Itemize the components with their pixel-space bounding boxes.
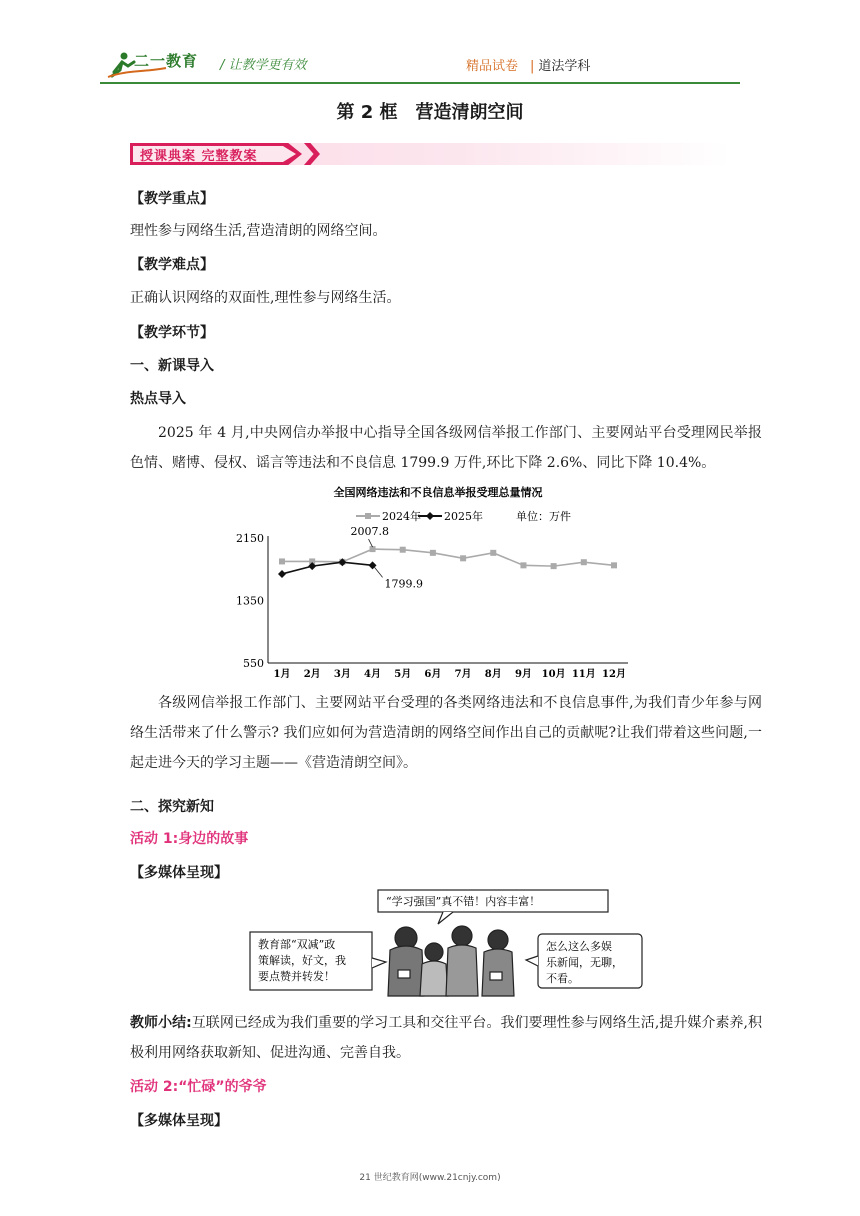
chart-title: 全国网络违法和不良信息举报受理总量情况: [333, 486, 543, 499]
key-points-text: 理性参与网络生活,营造清朗的网络空间。: [130, 223, 387, 239]
data-point: [581, 559, 587, 565]
section-banner: [130, 143, 730, 165]
hot-topic-heading: 热点导入: [130, 391, 186, 407]
data-point: [551, 563, 557, 569]
annotation-label: 1799.9: [384, 577, 424, 591]
hot-topic-paragraph: 2025 年 4 月,中央网信办举报中心指导全国各级网信举报工作部门、主要网站平台受理网民举报色情、赌博、侵权、谣言等违法和不良信息 1799.9 万件,环比下降 2.6%、同比下降 10.4%。: [130, 425, 762, 471]
multimedia1-heading: 【多媒体呈现】: [130, 865, 228, 881]
series-line-1: [282, 562, 373, 574]
left-bubble-line-2: 策解读，好文，我: [258, 954, 346, 967]
header-divider: [100, 82, 740, 84]
data-point: [400, 547, 406, 553]
line-chart: [228, 480, 648, 682]
y-tick-label: 2150: [236, 532, 264, 545]
legend-label-2024: 2024年: [382, 510, 421, 523]
x-tick-label: 1月: [273, 669, 291, 680]
teacher-summary: [130, 1008, 762, 1068]
x-tick-label: 11月: [571, 669, 596, 680]
header-tags: [466, 55, 590, 74]
part1-heading: 一、新课导入: [130, 358, 214, 374]
logo-text: 二一教育: [134, 52, 199, 70]
difficulty-heading: 【教学难点】: [130, 257, 214, 273]
header-tag-quality: 精品试卷: [466, 59, 519, 74]
data-point: [278, 570, 286, 578]
legend-marker-2025: [426, 512, 434, 520]
x-tick-label: 4月: [364, 669, 382, 680]
legend-marker-2024: [365, 513, 371, 519]
banner-text: 授课典案 完整教案: [140, 149, 258, 164]
left-bubble-line-3: 要点赞并转发！: [258, 970, 335, 983]
difficulty-text: 正确认识网络的双面性,理性参与网络生活。: [130, 290, 401, 306]
process-heading: 【教学环节】: [130, 325, 214, 341]
key-points-heading: 【教学重点】: [130, 191, 214, 207]
x-tick-label: 2月: [303, 669, 321, 680]
x-tick-label: 8月: [484, 669, 502, 680]
y-tick-label: 1350: [236, 594, 264, 608]
page-title: 第 2 框 营造清朗空间: [336, 102, 524, 123]
y-tick-label: 550: [243, 657, 264, 670]
multimedia2-heading: 【多媒体呈现】: [130, 1113, 228, 1129]
data-point: [490, 550, 496, 556]
annotation-leader: [369, 539, 373, 547]
data-point: [611, 562, 617, 568]
right-bubble-line-1: 怎么这么多娱: [546, 940, 612, 953]
comic-illustration: [248, 888, 668, 1000]
legend-label-2025: 2025年: [444, 510, 483, 523]
x-tick-label: 9月: [514, 669, 532, 680]
header-separator: |: [530, 59, 535, 74]
header-tag-subject: 道法学科: [538, 59, 591, 74]
data-point: [430, 550, 436, 556]
right-bubble-line-2: 乐新闻，无聊，: [546, 956, 623, 969]
teacher-summary-label: 教师小结:: [130, 1015, 192, 1031]
center-bubble-text: “学习强国”真不错！内容丰富！: [386, 895, 541, 908]
chart-unit-label: 单位：万件: [516, 510, 571, 523]
teacher-summary-text: 互联网已经成为我们重要的学习工具和交往平台。我们要理性参与网络生活,提升媒介素养,积极利用网络获取新知、促进沟通、完善自我。: [130, 1015, 762, 1061]
x-tick-label: 3月: [333, 669, 351, 680]
data-point: [520, 562, 526, 568]
data-point: [279, 558, 285, 564]
x-tick-label: 12月: [602, 669, 626, 680]
annotation-label: 2007.8: [350, 525, 390, 539]
header-slogan: / 让教学更有效: [220, 58, 307, 73]
question-paragraph: 各级网信举报工作部门、主要网站平台受理的各类网络违法和不良信息事件,为我们青少年参与网络生活带来了什么警示? 我们应如何为营造清朗的网络空间作出自己的贡献呢?让我们带着这些问题,一起走进今天的学习主题——《营造清朗空间》。: [130, 695, 762, 771]
annotation-leader: [375, 567, 383, 577]
left-bubble-line-1: 教育部“双减”政: [258, 938, 336, 951]
x-tick-label: 7月: [454, 669, 472, 680]
x-tick-label: 5月: [394, 669, 412, 680]
activity1-heading: 活动 1:身边的故事: [130, 831, 249, 847]
x-tick-label: 10月: [541, 669, 566, 680]
page-header: [100, 44, 740, 84]
right-bubble-line-3: 不看。: [546, 972, 579, 985]
part2-heading: 二、探究新知: [130, 799, 214, 815]
people-figures-icon: [388, 926, 514, 996]
page-footer: 21 世纪教育网(www.21cnjy.com): [359, 1173, 501, 1183]
activity2-heading: 活动 2:“忙碌”的爷爷: [130, 1079, 267, 1095]
x-tick-label: 6月: [424, 669, 442, 680]
data-point: [460, 555, 466, 561]
